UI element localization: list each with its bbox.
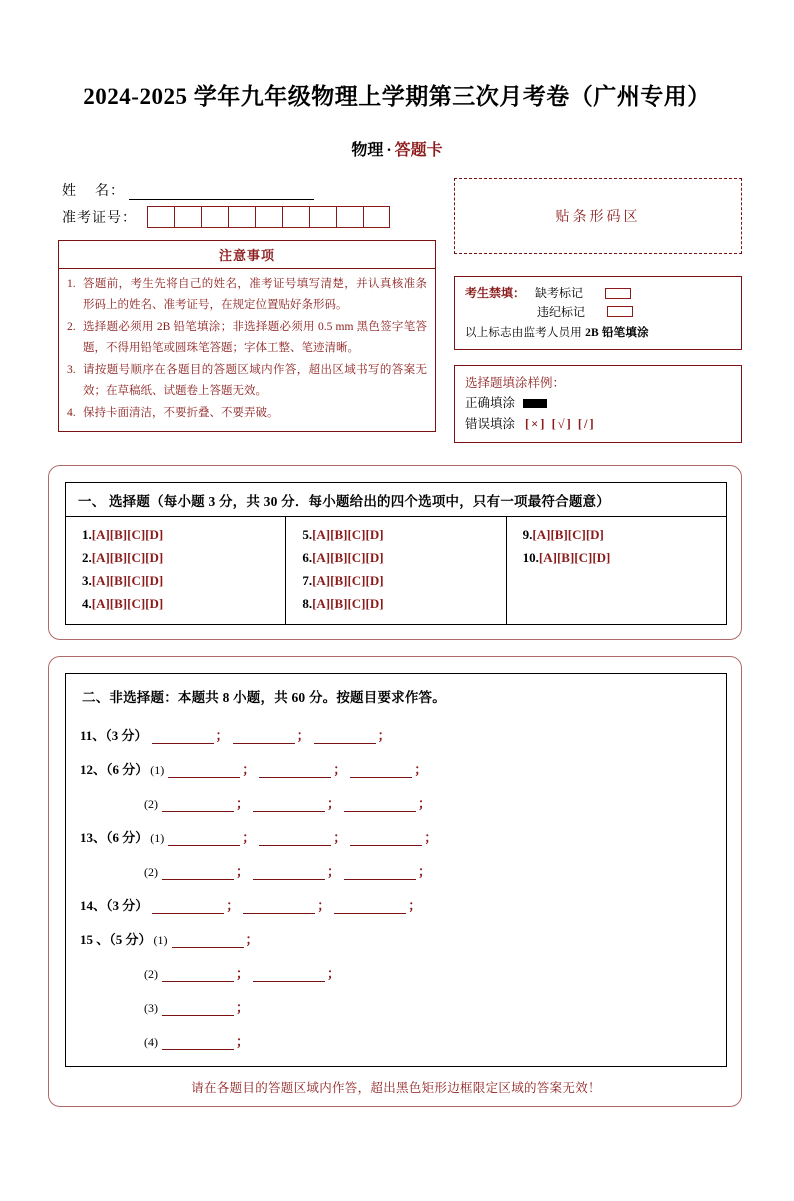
mc-answer-row[interactable] (286, 547, 505, 570)
fill-sample-box (454, 365, 742, 443)
header-area (0, 178, 794, 443)
nonmc-question-line (80, 929, 712, 948)
mc-answer-area (65, 482, 727, 625)
blank-separator: ； (333, 761, 347, 777)
answer-blank[interactable] (344, 799, 416, 812)
question-label: 12、（6 分） (80, 761, 149, 777)
nonmc-question-list (80, 725, 712, 1050)
question-label: 13、（6 分） (80, 829, 149, 845)
nonmc-question-line (80, 725, 712, 744)
blank-separator: ； (327, 863, 341, 879)
mc-section-frame (48, 465, 742, 640)
notice-item (67, 317, 427, 359)
question-sub-label: (3) (144, 1000, 158, 1015)
answer-blank[interactable] (253, 867, 325, 880)
notice-item-text: 保持卡面清洁，不要折叠、不要弄破。 (83, 406, 279, 419)
notice-list (59, 269, 435, 431)
nonmc-question-line (80, 827, 712, 846)
violation-mark-label: 违纪标记 (537, 304, 586, 319)
footer-note: 请在各题目的答题区域内作答，超出黑色矩形边框限定区域的答案无效！ (191, 1080, 601, 1095)
mc-option-bubbles[interactable]: [A][B][C][D] (91, 527, 164, 543)
answer-blank[interactable] (152, 901, 224, 914)
notice-title: 注意事项 (59, 241, 435, 269)
blank-separator: ； (242, 829, 256, 845)
subject-label: 物理 (351, 142, 384, 159)
mc-option-bubbles[interactable]: [A][B][C][D] (91, 596, 164, 612)
ticket-number-cell[interactable] (147, 206, 174, 228)
question-sub-label: (2) (144, 796, 158, 811)
answer-blank[interactable] (314, 731, 376, 744)
absence-mark-checkbox[interactable] (605, 288, 631, 299)
notice-item-number: 4. (67, 406, 76, 419)
ticket-number-label: 准考证号： (62, 211, 137, 226)
notice-item-text: 请按题号顺序在各题目的答题区域内作答，超出区域书写的答案无效；在草稿纸、试题卷上答题无效。 (83, 363, 427, 397)
nonmc-section-heading: 二、非选择题：本题共 8 小题，共 60 分。按题目要求作答。 (82, 689, 446, 705)
answer-blank[interactable] (168, 765, 240, 778)
nonmc-question-line (80, 759, 712, 778)
blank-separator: ； (296, 727, 310, 743)
subtitle-separator: · (386, 142, 392, 159)
answer-blank[interactable] (259, 765, 331, 778)
wrong-fill-label: 错误填涂 (465, 416, 516, 431)
mc-option-bubbles[interactable]: [A][B][C][D] (312, 550, 384, 566)
notice-item-number: 3. (67, 363, 76, 376)
mc-question-number: 5. (302, 527, 313, 543)
question-sub-label: (1) (150, 830, 165, 845)
mc-option-bubbles[interactable]: [A][B][C][D] (312, 527, 384, 543)
answer-blank[interactable] (162, 1003, 234, 1016)
answer-blank[interactable] (162, 867, 234, 880)
ticket-number-cell[interactable] (201, 206, 228, 228)
question-sub-label: (2) (144, 966, 158, 981)
blank-separator: ； (327, 795, 341, 811)
answer-blank[interactable] (162, 969, 234, 982)
blank-separator: ； (242, 761, 256, 777)
page-subtitle (0, 137, 794, 160)
mc-answer-row[interactable] (286, 570, 505, 593)
notice-item-text: 选择题必须用 2B 铅笔填涂；非选择题必须用 0.5 mm 黑色签字笔答题，不得用铅笔或圆珠笔答题；字体工整、笔迹清晰。 (83, 320, 427, 354)
ticket-number-cell[interactable] (174, 206, 201, 228)
ticket-number-cell[interactable] (309, 206, 336, 228)
ticket-number-row (62, 206, 436, 228)
answer-blank[interactable] (162, 1037, 234, 1050)
answer-blank[interactable] (253, 799, 325, 812)
mc-option-bubbles[interactable]: [A][B][C][D] (91, 550, 164, 566)
mc-answer-row[interactable] (507, 547, 726, 570)
wrong-fill-marks: [×] [√] [/] (525, 416, 596, 431)
mc-question-number: 6. (302, 550, 313, 566)
nonmc-section-frame (48, 656, 742, 1107)
blank-separator: ； (215, 727, 229, 743)
blank-separator: ； (236, 965, 250, 981)
answer-blank[interactable] (253, 969, 325, 982)
mc-question-number: 9. (522, 527, 533, 543)
mc-answer-row[interactable] (66, 547, 285, 570)
mc-answer-row[interactable] (286, 524, 505, 547)
answer-blank[interactable] (233, 731, 295, 744)
blank-separator: ； (236, 863, 250, 879)
mc-column (286, 517, 506, 624)
absence-mark-label: 缺考标记 (535, 286, 584, 300)
name-row (62, 178, 436, 200)
blank-separator: ； (408, 897, 422, 913)
correct-fill-mark (523, 399, 547, 408)
notice-item (67, 360, 427, 402)
proctor-note-bold: 2B 铅笔填涂 (585, 327, 649, 340)
answer-blank[interactable] (344, 867, 416, 880)
mc-column (507, 517, 726, 624)
nonmc-question-line (80, 793, 712, 812)
ticket-number-cell[interactable] (336, 206, 363, 228)
notice-box (58, 240, 436, 432)
mc-option-bubbles[interactable]: [A][B][C][D] (312, 573, 384, 589)
blank-separator: ； (317, 897, 331, 913)
notice-item-number: 1. (67, 278, 76, 290)
blank-separator: ； (418, 795, 432, 811)
mc-answer-row[interactable] (507, 524, 726, 547)
mc-answer-row[interactable] (286, 593, 505, 616)
notice-item-text: 答题前，考生先将自己的姓名，准考证号填写清楚，并认真核准条形码上的姓名、准考证号，在规定位置贴好条形码。 (83, 278, 427, 311)
question-sub-label: (2) (144, 864, 158, 879)
forbidden-label: 考生禁填： (465, 286, 526, 300)
notice-item (67, 274, 427, 316)
correct-fill-row (465, 393, 731, 413)
proctor-note (465, 325, 731, 343)
fill-sample-title: 选择题填涂样例： (465, 376, 566, 390)
mc-question-number: 1. (82, 527, 92, 543)
mc-option-bubbles[interactable]: [A][B][C][D] (312, 596, 384, 612)
mc-option-bubbles[interactable]: [A][B][C][D] (91, 573, 164, 589)
wrong-fill-row (465, 414, 731, 434)
nonmc-question-line (80, 963, 712, 982)
answer-blank[interactable] (243, 901, 315, 914)
right-info-column (454, 178, 742, 443)
mc-question-number: 4. (82, 596, 92, 612)
answer-blank[interactable] (162, 799, 234, 812)
mc-question-number: 2. (82, 550, 92, 566)
proctor-note-prefix: 以上标志由监考人员用 (465, 327, 586, 340)
question-sub-label: (4) (144, 1034, 158, 1049)
mc-question-number: 8. (302, 596, 313, 612)
blank-separator: ； (333, 829, 347, 845)
answer-blank[interactable] (259, 833, 331, 846)
nonmc-answer-area (65, 673, 727, 1067)
nonmc-question-line (80, 895, 712, 914)
answer-blank[interactable] (350, 765, 412, 778)
ticket-number-cell[interactable] (363, 206, 390, 228)
student-info-column (58, 178, 436, 432)
question-label: 14、（3 分） (80, 897, 149, 913)
mc-section-heading: 一、 选择题（每小题 3 分，共 30 分．每小题给出的四个选项中，只有一项最符合题意） (78, 493, 610, 509)
answer-sheet-page (0, 78, 794, 1201)
answer-blank[interactable] (350, 833, 422, 846)
mc-column (66, 517, 286, 624)
blank-separator: ； (418, 863, 432, 879)
question-label: 15 、（5 分） (80, 931, 152, 947)
mc-option-bubbles[interactable]: [A][B][C][D] (538, 550, 611, 566)
blank-separator: ； (236, 999, 250, 1015)
mc-question-number: 3. (82, 573, 92, 589)
nonmc-question-line (80, 861, 712, 880)
question-sub-label: (1) (150, 762, 165, 777)
mc-answer-row[interactable] (66, 593, 285, 616)
blank-separator: ； (245, 931, 259, 947)
violation-mark-checkbox[interactable] (607, 306, 633, 317)
mc-question-number: 10. (522, 550, 539, 566)
mc-answer-row[interactable] (66, 570, 285, 593)
mc-answer-row[interactable] (66, 524, 285, 547)
mc-option-bubbles[interactable]: [A][B][C][D] (532, 527, 604, 543)
sheet-type-label: 答题卡 (394, 142, 443, 159)
ticket-number-cell[interactable] (255, 206, 282, 228)
blank-separator: ； (236, 1033, 250, 1049)
blank-separator: ； (377, 727, 391, 743)
barcode-area-label: 贴条形码区 (555, 210, 641, 225)
page-title: 2024-2025 学年九年级物理上学期第三次月考卷（广州专用） (83, 84, 711, 109)
question-sub-label: (1) (153, 932, 168, 947)
blank-separator: ； (424, 829, 438, 845)
answer-blank[interactable] (168, 833, 240, 846)
answer-blank[interactable] (172, 935, 244, 948)
ticket-number-cell[interactable] (282, 206, 309, 228)
proctor-marks-box (454, 276, 742, 350)
notice-item-number: 2. (67, 320, 76, 333)
blank-separator: ； (236, 795, 250, 811)
nonmc-question-line (80, 1031, 712, 1050)
blank-separator: ； (327, 965, 341, 981)
barcode-paste-area (454, 178, 742, 254)
answer-blank[interactable] (334, 901, 406, 914)
nonmc-question-line (80, 997, 712, 1016)
blank-separator: ； (226, 897, 240, 913)
question-label: 11、（3 分） (80, 727, 148, 743)
ticket-number-boxes[interactable] (147, 206, 390, 228)
mc-answer-grid (66, 516, 726, 624)
ticket-number-cell[interactable] (228, 206, 255, 228)
mc-question-number: 7. (302, 573, 313, 589)
blank-separator: ； (414, 761, 428, 777)
name-input-line[interactable] (129, 185, 314, 200)
absence-mark-row (465, 284, 731, 303)
notice-item (67, 403, 427, 424)
name-label: 姓 名： (62, 184, 125, 199)
violation-mark-row (527, 303, 731, 322)
correct-fill-label: 正确填涂 (465, 396, 516, 411)
answer-blank[interactable] (152, 731, 214, 744)
